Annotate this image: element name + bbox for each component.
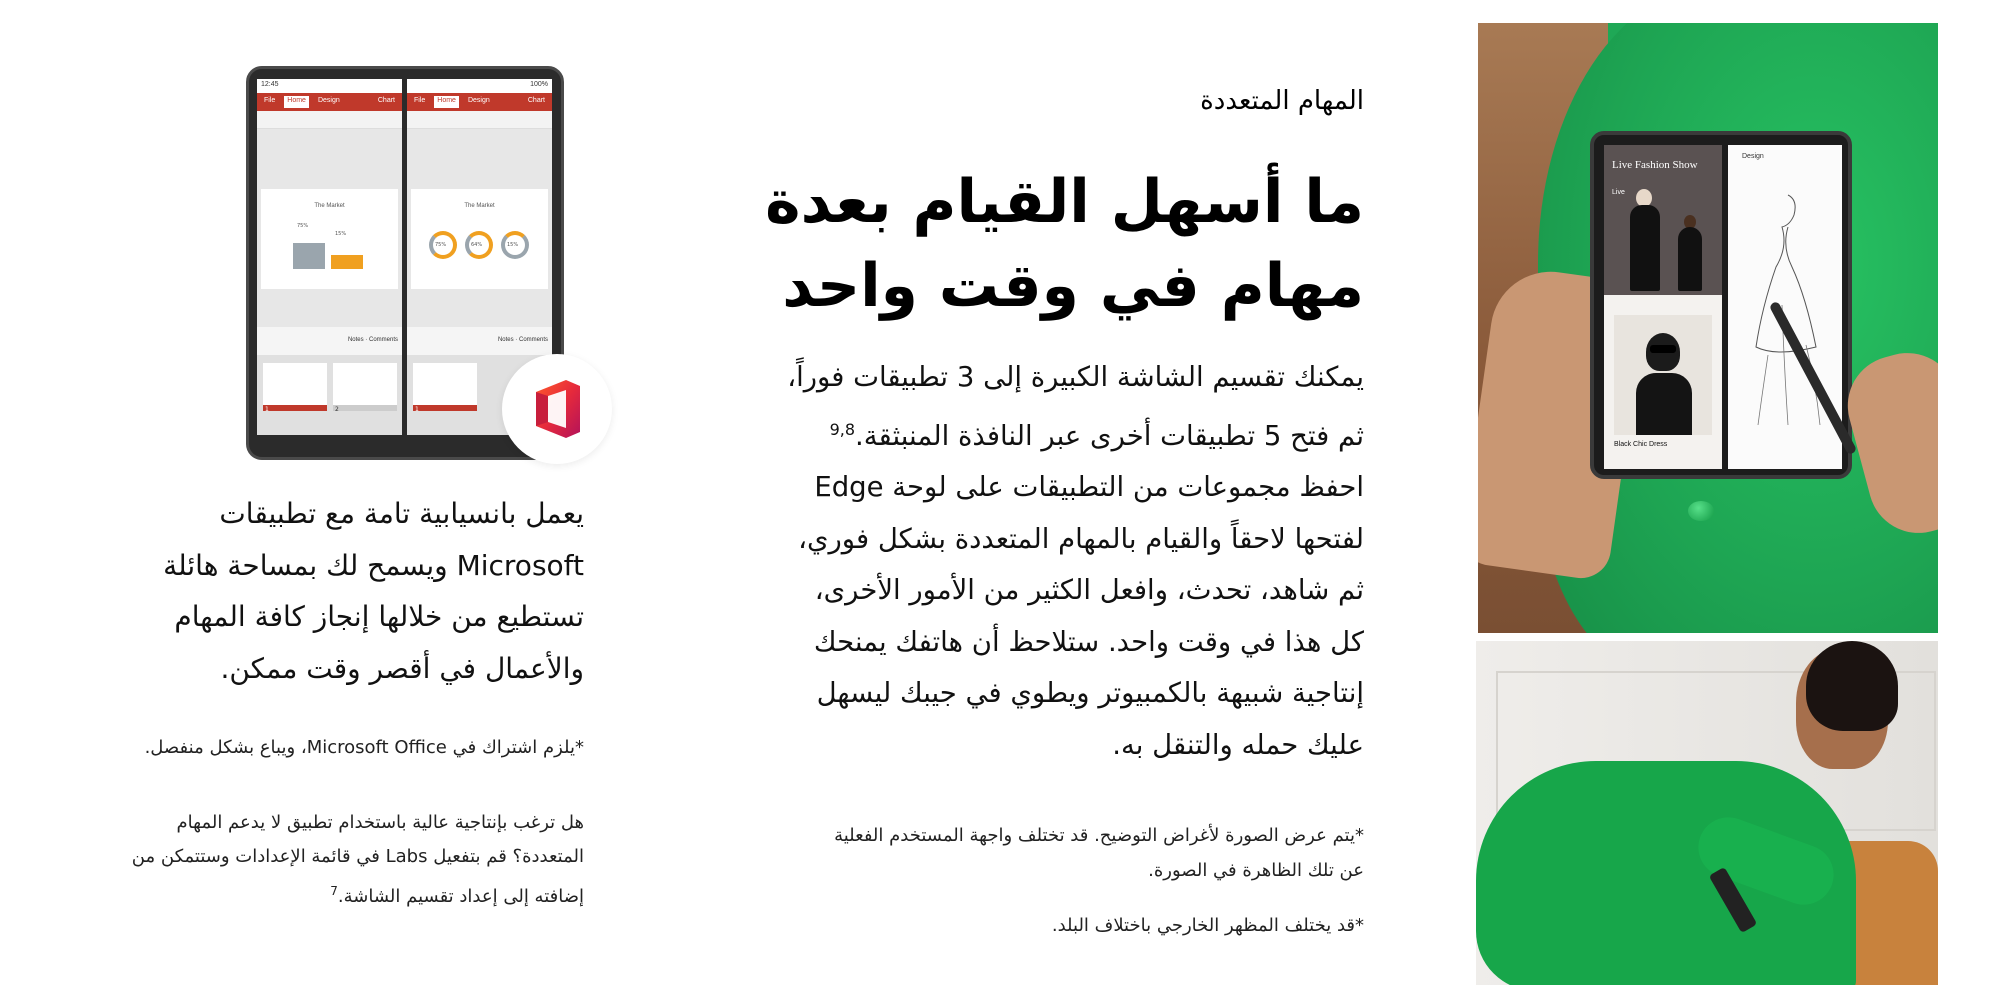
office-ribbon <box>257 93 402 111</box>
status-time: 12:45 <box>261 81 279 88</box>
notes-bar: Notes · Comments <box>257 327 402 355</box>
slide-thumb <box>333 363 397 411</box>
body-line: احفظ مجموعات من التطبيقات على لوحة Edge <box>814 471 1364 504</box>
donut-label: 15% <box>507 242 519 248</box>
footnote-ref: 7 <box>330 884 338 898</box>
bar-label: 75% <box>297 223 309 229</box>
notes-label: Notes <box>497 337 514 343</box>
ribbon-tab: Chart <box>527 97 545 104</box>
fold-phone <box>1590 131 1852 479</box>
fashion-show-title: Live Fashion Show <box>1612 159 1698 171</box>
description-line: يعمل بانسيابية تامة مع تطبيقات <box>219 497 584 530</box>
ribbon-tab: Home <box>284 96 309 108</box>
fold-phone-photo <box>1478 23 1938 633</box>
headline-line-2: مهام في وقت واحد <box>782 251 1364 321</box>
labs-note <box>90 806 584 914</box>
disclaimer-image <box>724 818 1364 888</box>
slide-preview <box>261 189 398 289</box>
sunglasses <box>1650 345 1676 353</box>
ribbon-tab: Design <box>467 97 490 104</box>
slide-thumbnails <box>257 355 402 435</box>
model-figure <box>1678 227 1702 291</box>
section-eyebrow: المهام المتعددة <box>1200 86 1364 116</box>
phone-right-screen <box>1728 145 1842 469</box>
chart-bar <box>331 255 363 269</box>
comments-label: Comments <box>368 337 398 343</box>
body-line: إنتاجية شبيهة بالكمبيوتر ويطوي في جيبك ليسهل <box>816 677 1364 710</box>
outfit-button <box>1688 501 1714 521</box>
chart-bar <box>293 243 325 269</box>
notes-label: Notes <box>347 337 364 343</box>
ribbon-tab: Chart <box>377 97 395 104</box>
model-figure <box>1630 205 1660 291</box>
status-battery: 100% <box>530 81 548 88</box>
labs-note-line: هل ترغب بإنتاجية عالية باستخدام تطبيق لا يدعم المهام <box>176 812 584 833</box>
phone-left-screen <box>1604 145 1722 469</box>
office-logo-icon <box>502 354 612 464</box>
office-logo-svg <box>522 374 592 444</box>
woman-photo <box>1476 641 1938 985</box>
office-left-screen <box>257 79 402 435</box>
disclaimer-line: *يتم عرض الصورة لأغراض التوضيح. قد تختلف واجهة المستخدم الفعلية <box>834 825 1364 846</box>
notes-bar: Notes · Comments <box>407 327 552 355</box>
footnote-ref: 9,8 <box>829 419 856 439</box>
slide-thumb <box>263 363 327 411</box>
body-line: يمكنك تقسيم الشاشة الكبيرة إلى 3 تطبيقات فوراً، <box>787 361 1364 393</box>
shop-product-image <box>1614 315 1712 435</box>
body-line: ثم فتح 5 تطبيقات أخرى عبر النافذة المنبثقة. <box>855 419 1364 452</box>
body-line: كل هذا في وقت واحد. ستلاحظ أن هاتفك يمنحك <box>813 625 1364 658</box>
section-body <box>724 352 1364 771</box>
thumb-number: 2 <box>335 406 339 413</box>
design-app-title: Design <box>1742 153 1764 160</box>
status-bar <box>407 79 552 93</box>
slide-title: The Market <box>464 203 495 209</box>
disclaimer-region: *قد يختلف المظهر الخارجي باختلاف البلد. <box>1051 915 1364 936</box>
office-subscription-note: *يلزم اشتراك في Microsoft Office، ويباع بشكل منفصل. <box>144 737 584 758</box>
labs-note-line: المتعددة؟ قم بتفعيل Labs في قائمة الإعدادات وستتمكن من <box>131 846 584 867</box>
comments-label: Comments <box>518 337 548 343</box>
office-toolbar <box>407 111 552 129</box>
status-bar <box>257 79 402 93</box>
section-disclaimers <box>724 818 1364 963</box>
description-line: والأعمال في أقصر وقت ممكن. <box>220 651 584 685</box>
description-line: Microsoft ويسمح لك بمساحة هائلة <box>163 548 584 582</box>
ribbon-tab: File <box>414 97 426 104</box>
donut-label: 75% <box>435 242 447 248</box>
body-line: ثم شاهد، تحدث، وافعل الكثير من الأمور الأخرى، <box>814 574 1364 607</box>
bar-label: 15% <box>335 231 347 237</box>
office-description <box>120 488 584 694</box>
woman-hair <box>1806 641 1898 731</box>
disclaimer-line: عن تلك الظاهرة في الصورة. <box>1148 860 1364 881</box>
description-line: تستطيع من خلالها إنجاز كافة المهام <box>174 600 584 633</box>
body-line: عليك حمله والتنقل به. <box>1112 728 1364 761</box>
headline-line-1: ما أسهل القيام بعدة <box>765 167 1364 237</box>
thumb-number: 1 <box>265 406 269 413</box>
black-dress <box>1636 373 1692 435</box>
slide-preview <box>411 189 548 289</box>
ribbon-tab: Home <box>434 96 459 108</box>
labs-note-line: إضافته إلى إعداد تقسيم الشاشة. <box>337 886 584 907</box>
donut-label: 64% <box>471 242 483 248</box>
fashion-sketch <box>1748 185 1828 435</box>
shop-product-label: Black Chic Dress <box>1614 441 1668 448</box>
body-line: لفتحها لاحقاً والقيام بالمهام المتعددة بشكل فوري، <box>798 522 1364 555</box>
office-toolbar <box>257 111 402 129</box>
fashion-show-video <box>1604 145 1722 295</box>
office-ribbon <box>407 93 552 111</box>
slide-title: The Market <box>314 203 345 209</box>
ribbon-tab: Design <box>317 97 340 104</box>
slide-thumb <box>413 363 477 411</box>
section-headline <box>724 160 1364 328</box>
ribbon-tab: File <box>264 97 276 104</box>
thumb-number: 1 <box>415 406 419 413</box>
live-label: Live <box>1612 189 1625 196</box>
